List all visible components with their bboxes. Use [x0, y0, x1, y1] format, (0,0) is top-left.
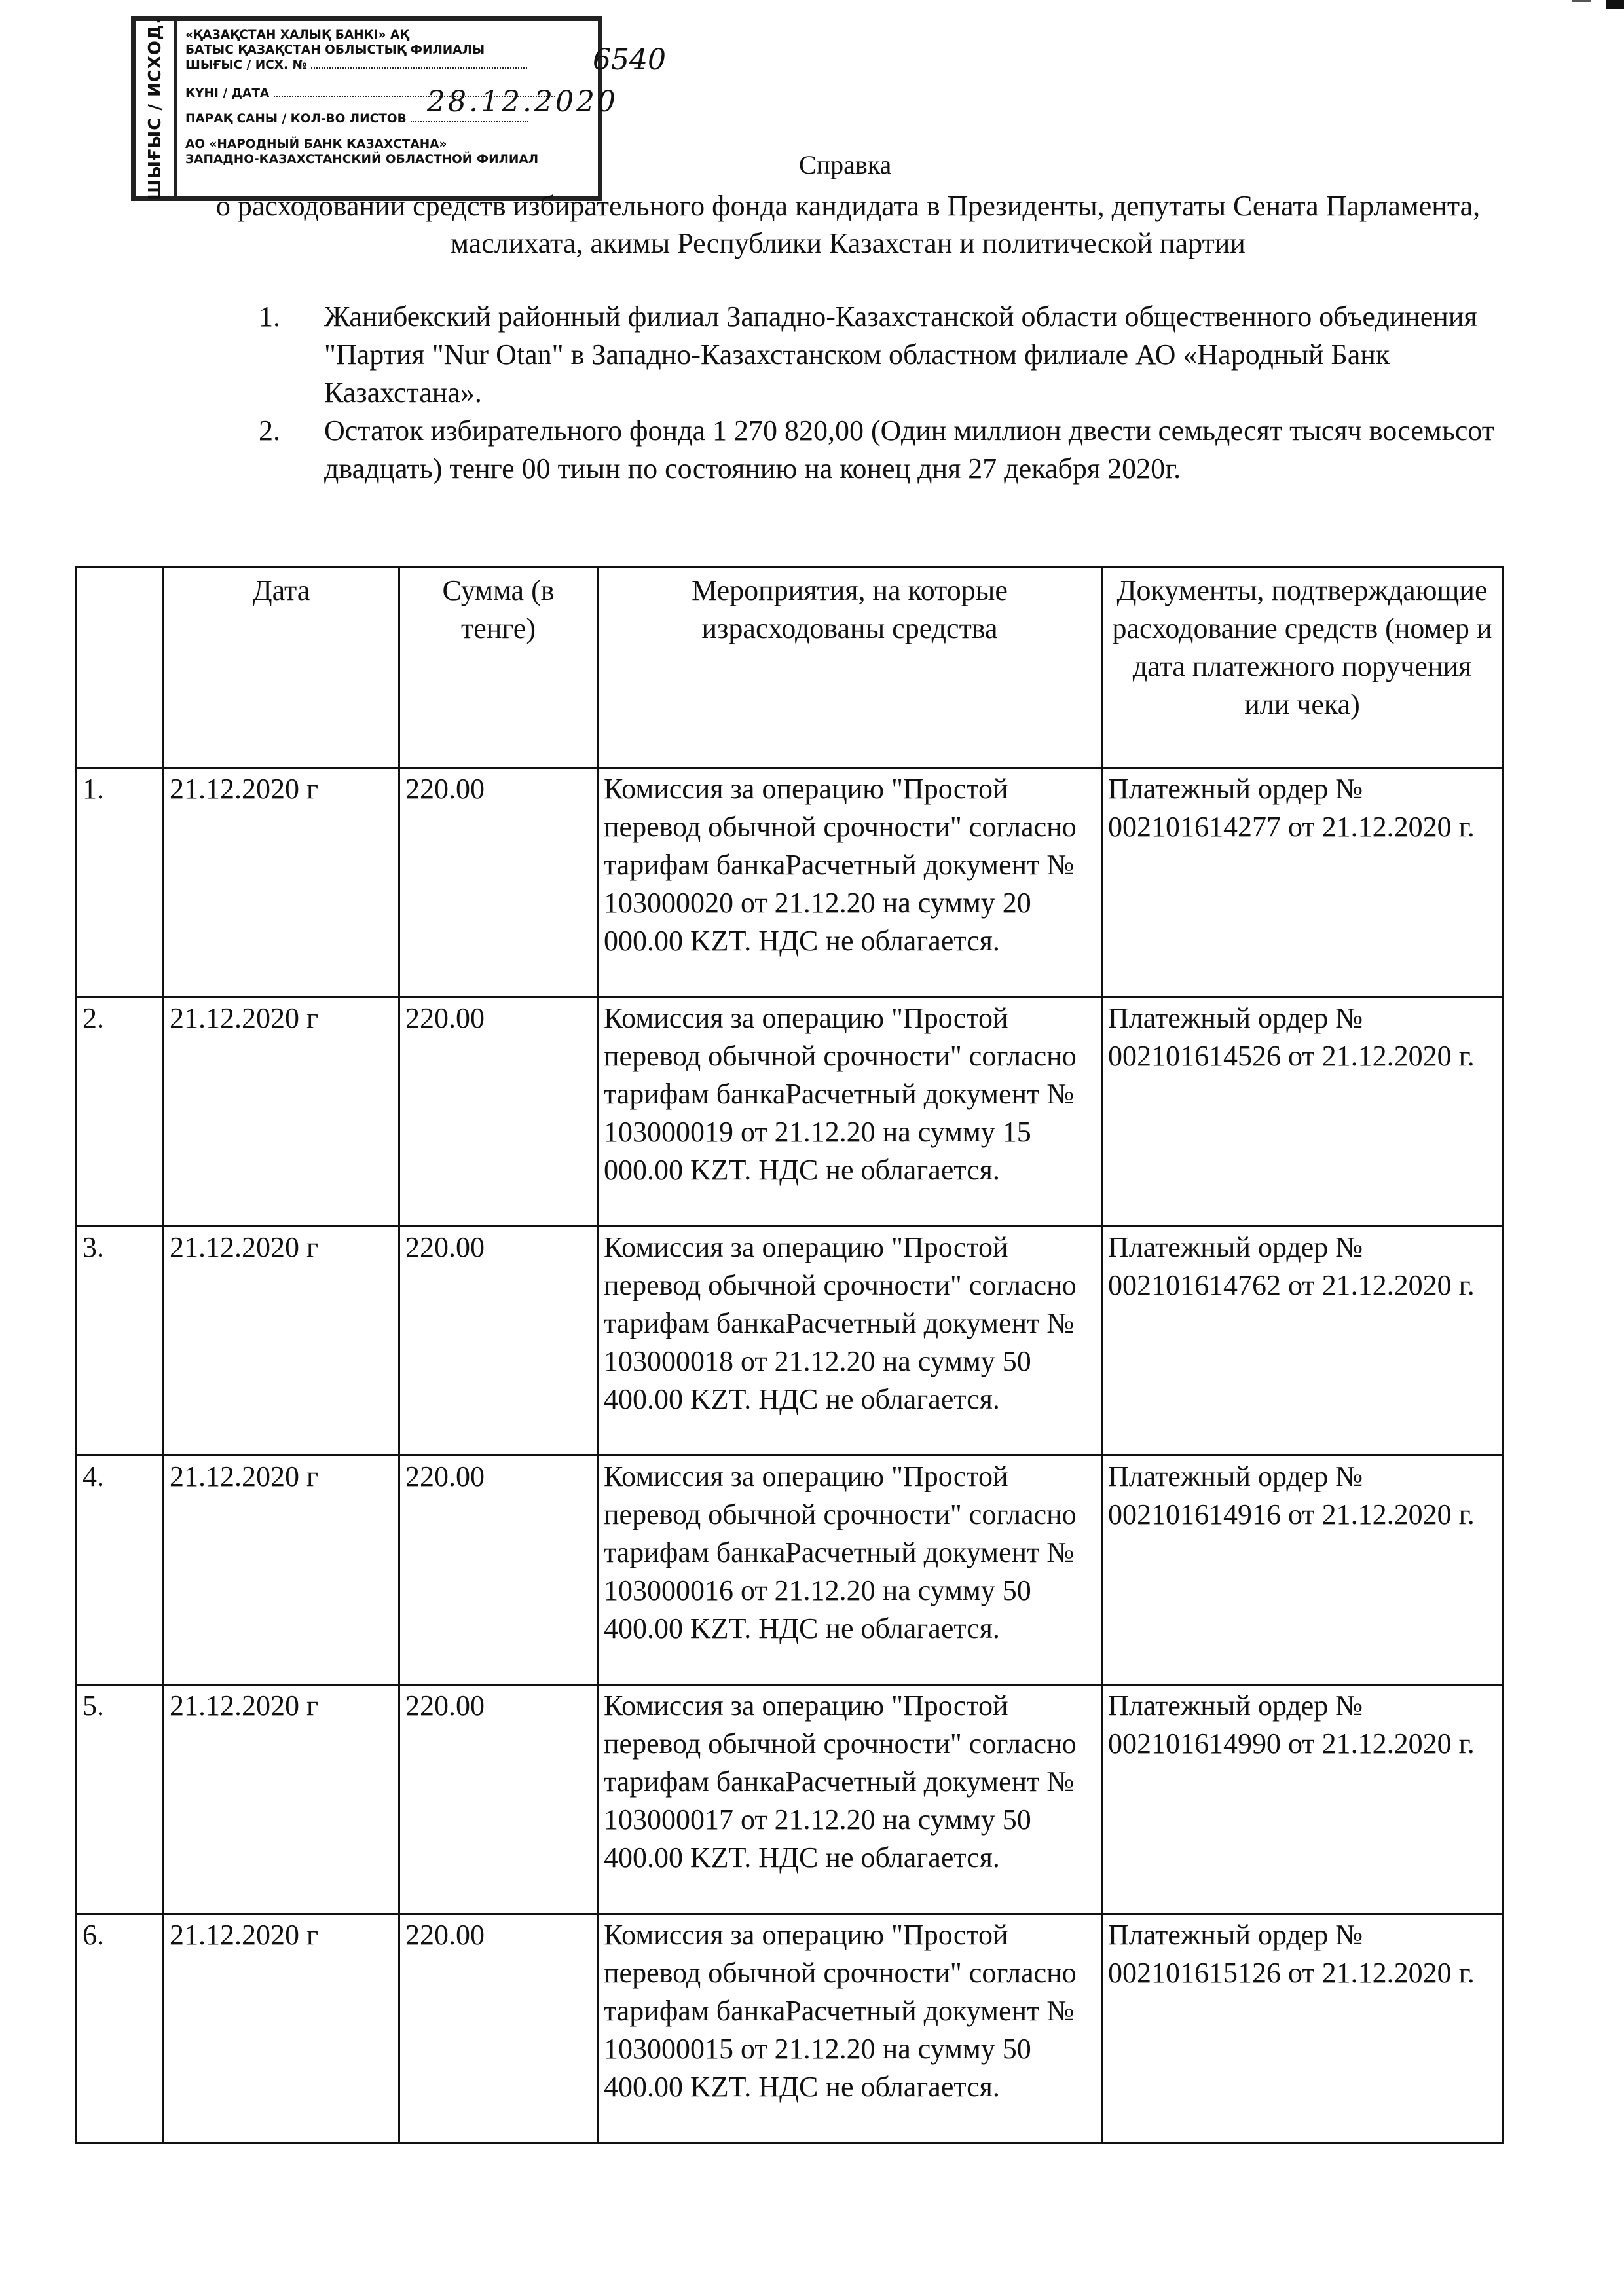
cell-index: 5. — [77, 1685, 164, 1914]
scan-corner-mark — [1606, 0, 1624, 9]
cell-amount: 220.00 — [399, 1914, 598, 2143]
cell-document: Платежный ордер № 002101614277 от 21.12.2020 г. — [1102, 768, 1503, 997]
cell-index: 1. — [77, 768, 164, 997]
cell-description: Комиссия за операцию "Простой перевод обычной срочности" согласно тарифам банкаРасчетный документ № 103000017 от 21.12.20 на сумму 50 400.00 KZT. НДС не облагается. — [598, 1685, 1102, 1914]
stamp-handwritten-date: 28.12.2020 — [427, 85, 618, 119]
header-date: Дата — [164, 567, 399, 768]
cell-amount: 220.00 — [399, 997, 598, 1227]
cell-date: 21.12.2020 г — [164, 1456, 399, 1685]
stamp-side-text: ШЫҒЫС / ИСХОД. — [145, 16, 165, 201]
list-item-number: 1. — [259, 301, 280, 333]
table-row — [77, 768, 1503, 997]
cell-index: 6. — [77, 1914, 164, 2143]
cell-amount: 220.00 — [399, 768, 598, 997]
cell-amount: 220.00 — [399, 1227, 598, 1456]
scan-mark — [1572, 0, 1591, 2]
cell-description: Комиссия за операцию "Простой перевод обычной срочности" согласно тарифам банкаРасчетный документ № 103000015 от 21.12.20 на сумму 50 400.00 KZT. НДС не облагается. — [598, 1914, 1102, 2143]
stamp-pages-dots — [411, 121, 528, 122]
header-description: Мероприятия, на которые израсходованы средства — [598, 567, 1102, 768]
stamp-side-panel — [136, 16, 177, 201]
stamp-branch-ru: ЗАПАДНО-КАЗАХСТАНСКИЙ ОБЛАСТНОЙ ФИЛИАЛ — [185, 153, 539, 166]
list-item-text: Остаток избирательного фонда 1 270 820,00 (Один миллион двести семьдесят тысяч восемьсот двадцать) тенге 00 тиын по состоянию на конец дня 27 декабря 2020г. — [324, 415, 1495, 485]
stamp-date-label: КҮНІ / ДАТА — [185, 86, 270, 100]
table-row — [77, 1227, 1503, 1456]
cell-description: Комиссия за операцию "Простой перевод обычной срочности" согласно тарифам банкаРасчетный документ № 103000020 от 21.12.20 на сумму 20 000.00 KZT. НДС не облагается. — [598, 768, 1102, 997]
header-document: Документы, подтверждающие расходование средств (номер и дата платежного поручения или чека) — [1102, 567, 1503, 768]
cell-document: Платежный ордер № 002101614762 от 21.12.2020 г. — [1102, 1227, 1503, 1456]
expenses-table — [75, 566, 1504, 2144]
list-item — [259, 412, 1503, 488]
document-title: Справка — [799, 150, 892, 179]
cell-description: Комиссия за операцию "Простой перевод обычной срочности" согласно тарифам банкаРасчетный документ № 103000016 от 21.12.20 на сумму 50 400.00 KZT. НДС не облагается. — [598, 1456, 1102, 1685]
stamp-number-dots — [311, 67, 527, 69]
stamp-bank-name-kz: «ҚАЗАҚСТАН ХАЛЫҚ БАНКІ» АҚ — [185, 28, 409, 42]
cell-document: Платежный ордер № 002101614526 от 21.12.2020 г. — [1102, 997, 1503, 1227]
registration-stamp — [131, 16, 666, 201]
stamp-handwritten-number: 6540 — [593, 43, 666, 77]
list-item-number: 2. — [259, 415, 280, 447]
cell-date: 21.12.2020 г — [164, 1685, 399, 1914]
table-row — [77, 1914, 1503, 2143]
table-row — [77, 997, 1503, 1227]
cell-date: 21.12.2020 г — [164, 768, 399, 997]
stamp-branch-kz: БАТЫС ҚАЗАҚСТАН ОБЛЫСТЫҚ ФИЛИАЛЫ — [185, 43, 485, 57]
cell-index: 3. — [77, 1227, 164, 1456]
cell-amount: 220.00 — [399, 1456, 598, 1685]
cell-date: 21.12.2020 г — [164, 1227, 399, 1456]
cell-index: 2. — [77, 997, 164, 1227]
cell-date: 21.12.2020 г — [164, 1914, 399, 2143]
list-item — [259, 298, 1503, 412]
header-amount: Сумма (в тенге) — [399, 567, 598, 768]
cell-index: 4. — [77, 1456, 164, 1685]
stamp-pages-label: ПАРАҚ САНЫ / КОЛ-ВО ЛИСТОВ — [185, 112, 407, 126]
cell-document: Платежный ордер № 002101614990 от 21.12.2020 г. — [1102, 1685, 1503, 1914]
cell-document: Платежный ордер № 002101615126 от 21.12.2020 г. — [1102, 1914, 1503, 2143]
stamp-number-label: ШЫҒЫС / ИСХ. № — [185, 58, 307, 72]
list-item-text: Жанибекский районный филиал Западно-Казахстанской области общественного объединения "Партия "Nur Otan" в Западно-Казахстанском областном филиале АО «Народный Банк Казахстана». — [324, 301, 1477, 409]
document-subtitle: о расходовании средств избирательного фонда кандидата в Президенты, депутаты Сената Парламента, маслихата, акимы Республики Казахстан и политической партии — [215, 190, 1481, 259]
stamp-number-row — [185, 58, 590, 73]
cell-document: Платежный ордер № 002101614916 от 21.12.2020 г. — [1102, 1456, 1503, 1685]
document-items — [259, 298, 1503, 488]
stamp-bank-name-ru: АО «НАРОДНЫЙ БАНК КАЗАХСТАНА» — [185, 138, 447, 151]
table-header-row — [77, 567, 1503, 768]
table-row — [77, 1685, 1503, 1914]
cell-description: Комиссия за операцию "Простой перевод обычной срочности" согласно тарифам банкаРасчетный документ № 103000019 от 21.12.20 на сумму 15 000.00 KZT. НДС не облагается. — [598, 997, 1102, 1227]
cell-amount: 220.00 — [399, 1685, 598, 1914]
header-index — [77, 567, 164, 768]
cell-description: Комиссия за операцию "Простой перевод обычной срочности" согласно тарифам банкаРасчетный документ № 103000018 от 21.12.20 на сумму 50 400.00 KZT. НДС не облагается. — [598, 1227, 1102, 1456]
cell-date: 21.12.2020 г — [164, 997, 399, 1227]
table-row — [77, 1456, 1503, 1685]
